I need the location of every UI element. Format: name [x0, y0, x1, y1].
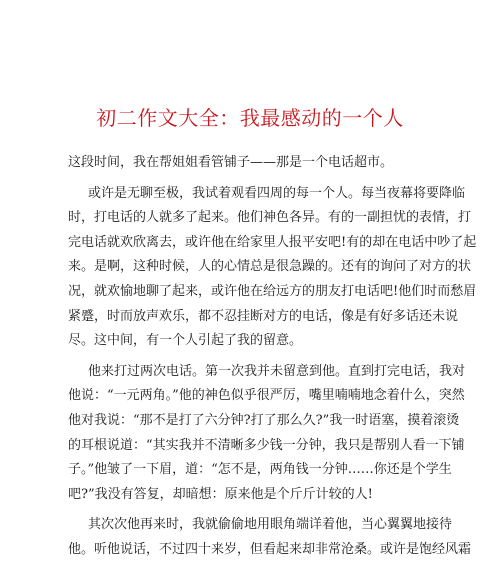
paragraph [68, 513, 472, 562]
text-line: 子。”他皱了一下眉，道：“怎不是，两角钱一分钟……你还是个学生 [68, 462, 452, 478]
text-line: 的耳根说道：“其实我并不清晰多少钱一分钟，我只是帮别人看一下铺 [68, 437, 465, 453]
paragraph [68, 182, 477, 354]
text-line: 尽。这中间，有一个人引起了我的留意。 [68, 333, 303, 349]
text-line: 这段时间，我在帮姐姐看管铺子——那是一个电话超市。 [68, 155, 394, 170]
text-line: 他。听他说话，不过四十来岁，但看起来却非常沧桑。或许是饱经风霜 [68, 541, 472, 557]
article-title: 初二作文大全：我最感动的一个人 [96, 106, 404, 130]
paragraph [68, 360, 466, 508]
text-line: 吧?”我没有答复，却暗想：原来他是个斤斤计较的人! [68, 486, 373, 502]
text-line: 完电话就欢欣离去，或许他在给家里人报平安吧!有的却在电话中吵了起 [68, 234, 477, 250]
text-line: 紧蹙，时而放声欢乐，都不忍挂断对方的电话，像是有好多话还未说 [68, 308, 459, 324]
text-line: 他来打过两次电话。第一次我并未留意到他。直到打完电话，我对 [88, 363, 466, 379]
text-line: 况，就欢愉地聊了起来，或许他在给远方的朋友打电话吧!他们时而愁眉 [68, 283, 477, 299]
text-line: 他对我说：“那不是打了六分钟?打了那么久?”我一时语塞，摸着滚烫 [68, 412, 460, 428]
text-line: 时，打电话的人就多了起来。他们神色各异。有的一副担忧的表情，打 [68, 210, 472, 226]
text-line: 其次次他再来时，我就偷偷地用眼角端详着他，当心翼翼地接待 [88, 517, 453, 533]
text-line: 来。是啊，这种时候，人的心情总是很急躁的。还有的询问了对方的状 [68, 259, 472, 275]
article-body [68, 151, 477, 569]
text-line: 他说：“一元两角。”他的神色似乎很严厉，嘴里喃喃地念着什么，突然 [68, 388, 465, 404]
text-line: 或许是无聊至极，我试着观看四周的每一个人。每当夜幕将要降临 [88, 185, 466, 201]
paragraph [68, 151, 440, 176]
